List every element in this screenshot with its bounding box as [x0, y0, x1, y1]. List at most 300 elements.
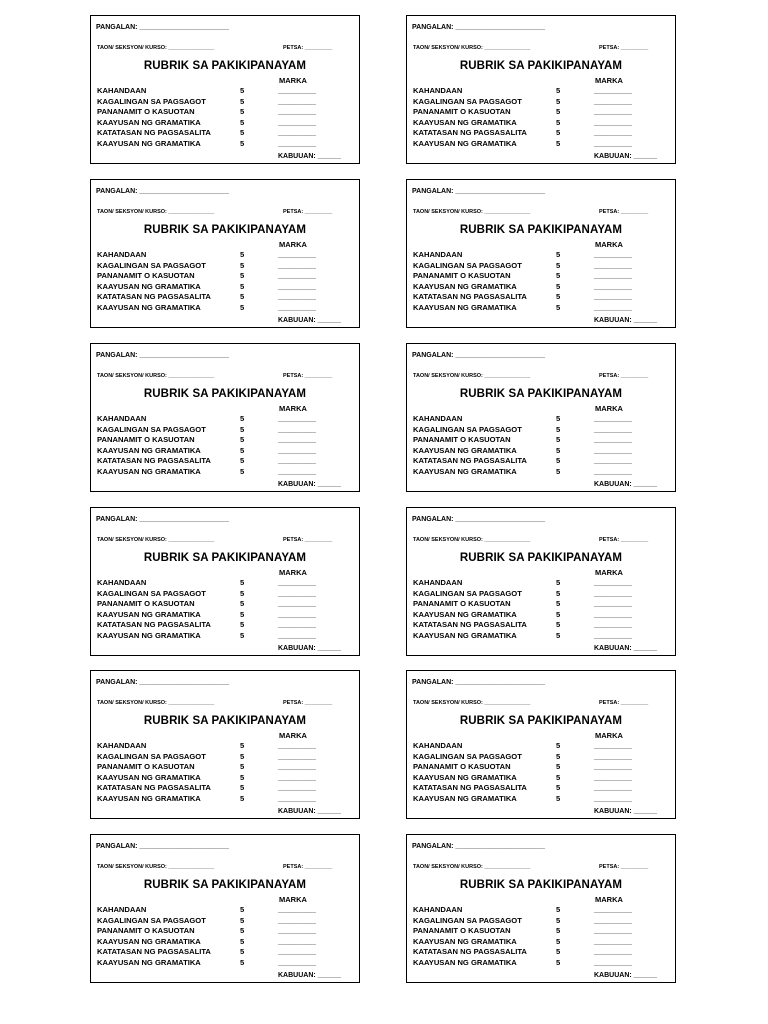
section-date-line	[97, 864, 347, 870]
criterion-max-score: 5	[556, 260, 561, 270]
criterion-label: PANANAMIT O KASUOTAN	[413, 926, 511, 936]
criterion-label: KAAYUSAN NG GRAMATIKA	[413, 302, 517, 312]
criterion-label: KAAYUSAN NG GRAMATIKA	[97, 936, 201, 946]
rubric-card	[406, 179, 676, 328]
criterion-score-blank: _________	[594, 281, 633, 291]
score-header: MARKA	[279, 895, 307, 904]
criterion-max-score: 5	[556, 762, 561, 772]
total-score-field: KABUUAN: ______	[278, 153, 342, 160]
criterion-label: KATATASAN NG PAGSASALITA	[97, 128, 211, 138]
criterion-score-blank: _________	[594, 741, 633, 750]
criterion-max-score: 5	[240, 107, 245, 117]
criterion-score-blank: _________	[594, 445, 633, 455]
criterion-label: KAHANDAAN	[413, 905, 463, 914]
criterion-score-blank: _________	[594, 138, 633, 148]
criterion-max-score: 5	[240, 117, 245, 127]
criterion-row	[413, 916, 663, 927]
criterion-label: KAAYUSAN NG GRAMATIKA	[97, 466, 201, 476]
criterion-max-score: 5	[556, 456, 561, 466]
criterion-score-blank: _________	[278, 599, 317, 609]
criterion-score-blank: _________	[594, 302, 633, 312]
criterion-row	[97, 446, 347, 457]
criterion-row	[413, 261, 663, 272]
criterion-score-blank: _________	[594, 936, 633, 946]
criterion-max-score: 5	[556, 117, 561, 127]
criterion-score-blank: _________	[278, 793, 317, 803]
criterion-score-blank: _________	[278, 250, 317, 259]
section-field: TAON/ SEKSYON/ KURSO: _______________	[97, 373, 215, 379]
criterion-max-score: 5	[556, 915, 561, 925]
criterion-row	[413, 958, 663, 969]
criterion-max-score: 5	[240, 96, 245, 106]
criterion-row	[413, 128, 663, 139]
name-field: PANGALAN: _______________________	[96, 843, 229, 850]
criterion-score-blank: _________	[594, 947, 633, 957]
criterion-label: KAAYUSAN NG GRAMATIKA	[97, 957, 201, 967]
criterion-row	[97, 435, 347, 446]
criterion-max-score: 5	[556, 578, 561, 587]
section-field: TAON/ SEKSYON/ KURSO: _______________	[97, 864, 215, 870]
criterion-label: PANANAMIT O KASUOTAN	[413, 435, 511, 445]
criterion-row	[97, 794, 347, 805]
criterion-max-score: 5	[556, 599, 561, 609]
criterion-row	[413, 303, 663, 314]
criterion-max-score: 5	[556, 741, 561, 750]
section-field: TAON/ SEKSYON/ KURSO: _______________	[413, 700, 531, 706]
criterion-label: KAHANDAAN	[97, 86, 147, 95]
criterion-row	[97, 589, 347, 600]
criterion-score-blank: _________	[278, 741, 317, 750]
criterion-label: PANANAMIT O KASUOTAN	[97, 599, 195, 609]
criterion-score-blank: _________	[278, 783, 317, 793]
rubric-card	[406, 834, 676, 983]
criterion-label: KATATASAN NG PAGSASALITA	[413, 292, 527, 302]
criterion-score-blank: _________	[278, 620, 317, 630]
criterion-score-blank: _________	[594, 609, 633, 619]
criterion-label: KAAYUSAN NG GRAMATIKA	[413, 936, 517, 946]
criterion-row	[97, 916, 347, 927]
criterion-label: KATATASAN NG PAGSASALITA	[97, 620, 211, 630]
criterion-label: KATATASAN NG PAGSASALITA	[97, 456, 211, 466]
criterion-label: KAAYUSAN NG GRAMATIKA	[97, 138, 201, 148]
criterion-label: KAHANDAAN	[97, 578, 147, 587]
criterion-row	[413, 578, 663, 589]
name-field: PANGALAN: _______________________	[412, 516, 545, 523]
criterion-score-blank: _________	[594, 271, 633, 281]
rubric-title: RUBRIK SA PAKIKIPANAYAM	[143, 60, 307, 72]
criterion-max-score: 5	[556, 96, 561, 106]
criterion-score-blank: _________	[594, 905, 633, 914]
rubric-card	[90, 507, 360, 656]
section-field: TAON/ SEKSYON/ KURSO: _______________	[413, 45, 531, 51]
score-header: MARKA	[595, 404, 623, 413]
criterion-max-score: 5	[556, 630, 561, 640]
criterion-max-score: 5	[240, 466, 245, 476]
rubric-title: RUBRIK SA PAKIKIPANAYAM	[143, 388, 307, 400]
rubric-card	[90, 670, 360, 819]
criterion-max-score: 5	[240, 905, 245, 914]
name-field: PANGALAN: _______________________	[412, 188, 545, 195]
criterion-label: KAAYUSAN NG GRAMATIKA	[413, 138, 517, 148]
criterion-row	[413, 456, 663, 467]
criterion-row	[97, 958, 347, 969]
date-field: PETSA: _________	[599, 373, 649, 379]
criterion-max-score: 5	[556, 926, 561, 936]
criterion-label: KAAYUSAN NG GRAMATIKA	[413, 630, 517, 640]
criterion-row	[97, 292, 347, 303]
criterion-score-blank: _________	[278, 281, 317, 291]
rubric-title: RUBRIK SA PAKIKIPANAYAM	[143, 879, 307, 891]
criterion-score-blank: _________	[278, 905, 317, 914]
criterion-max-score: 5	[556, 588, 561, 598]
criterion-score-blank: _________	[278, 445, 317, 455]
criterion-score-blank: _________	[594, 128, 633, 138]
criterion-label: KATATASAN NG PAGSASALITA	[413, 620, 527, 630]
section-field: TAON/ SEKSYON/ KURSO: _______________	[413, 864, 531, 870]
criterion-row	[97, 599, 347, 610]
total-score-field: KABUUAN: ______	[594, 481, 658, 488]
date-field: PETSA: _________	[283, 700, 333, 706]
date-field: PETSA: _________	[283, 45, 333, 51]
name-field: PANGALAN: _______________________	[96, 516, 229, 523]
criterion-label: KAGALINGAN SA PAGSAGOT	[97, 915, 206, 925]
criterion-max-score: 5	[556, 466, 561, 476]
criterion-score-blank: _________	[278, 751, 317, 761]
criteria-list	[97, 741, 347, 805]
criterion-score-blank: _________	[594, 620, 633, 630]
criterion-label: KAHANDAAN	[413, 578, 463, 587]
criterion-label: KAAYUSAN NG GRAMATIKA	[413, 609, 517, 619]
criterion-max-score: 5	[240, 783, 245, 793]
rubric-title: RUBRIK SA PAKIKIPANAYAM	[459, 60, 623, 72]
rubric-card	[406, 507, 676, 656]
criterion-score-blank: _________	[278, 86, 317, 95]
criterion-score-blank: _________	[278, 260, 317, 270]
criterion-max-score: 5	[240, 915, 245, 925]
criterion-score-blank: _________	[278, 292, 317, 302]
rubric-card	[406, 343, 676, 492]
criterion-score-blank: _________	[594, 957, 633, 967]
criterion-label: PANANAMIT O KASUOTAN	[413, 271, 511, 281]
criterion-label: KAHANDAAN	[413, 414, 463, 423]
criterion-label: KATATASAN NG PAGSASALITA	[97, 292, 211, 302]
score-header: MARKA	[595, 568, 623, 577]
criterion-max-score: 5	[556, 609, 561, 619]
criterion-row	[97, 467, 347, 478]
criterion-score-blank: _________	[278, 578, 317, 587]
criterion-row	[97, 631, 347, 642]
criterion-label: KAAYUSAN NG GRAMATIKA	[413, 117, 517, 127]
criterion-label: KAAYUSAN NG GRAMATIKA	[413, 445, 517, 455]
criterion-score-blank: _________	[594, 751, 633, 761]
criterion-row	[97, 303, 347, 314]
criterion-label: KAHANDAAN	[97, 741, 147, 750]
criterion-row	[97, 905, 347, 916]
criterion-max-score: 5	[240, 281, 245, 291]
criterion-max-score: 5	[556, 414, 561, 423]
criterion-max-score: 5	[556, 86, 561, 95]
score-header: MARKA	[279, 731, 307, 740]
criterion-row	[97, 118, 347, 129]
criterion-row	[413, 282, 663, 293]
rubric-card	[406, 15, 676, 164]
criterion-label: KAAYUSAN NG GRAMATIKA	[97, 772, 201, 782]
criterion-label: PANANAMIT O KASUOTAN	[97, 107, 195, 117]
date-field: PETSA: _________	[599, 537, 649, 543]
rubric-title: RUBRIK SA PAKIKIPANAYAM	[143, 552, 307, 564]
name-field: PANGALAN: _______________________	[412, 24, 545, 31]
criterion-row	[413, 741, 663, 752]
criterion-score-blank: _________	[594, 96, 633, 106]
criterion-row	[97, 773, 347, 784]
criterion-row	[413, 794, 663, 805]
criterion-max-score: 5	[240, 578, 245, 587]
name-field: PANGALAN: _______________________	[412, 679, 545, 686]
criterion-score-blank: _________	[278, 302, 317, 312]
rubric-title: RUBRIK SA PAKIKIPANAYAM	[459, 224, 623, 236]
criterion-row	[413, 271, 663, 282]
rubric-title: RUBRIK SA PAKIKIPANAYAM	[459, 552, 623, 564]
criterion-label: KAGALINGAN SA PAGSAGOT	[97, 260, 206, 270]
criteria-list	[97, 414, 347, 478]
criterion-score-blank: _________	[594, 599, 633, 609]
criterion-score-blank: _________	[278, 926, 317, 936]
name-field: PANGALAN: _______________________	[96, 679, 229, 686]
name-field: PANGALAN: _______________________	[96, 188, 229, 195]
criterion-label: KAAYUSAN NG GRAMATIKA	[97, 609, 201, 619]
criterion-max-score: 5	[556, 424, 561, 434]
criterion-row	[413, 446, 663, 457]
criterion-label: PANANAMIT O KASUOTAN	[413, 762, 511, 772]
criterion-row	[97, 107, 347, 118]
criterion-max-score: 5	[556, 445, 561, 455]
date-field: PETSA: _________	[599, 209, 649, 215]
section-date-line	[97, 45, 347, 51]
criterion-row	[413, 773, 663, 784]
section-field: TAON/ SEKSYON/ KURSO: _______________	[413, 373, 531, 379]
name-field: PANGALAN: _______________________	[96, 352, 229, 359]
rubric-title: RUBRIK SA PAKIKIPANAYAM	[459, 879, 623, 891]
criterion-row	[97, 271, 347, 282]
criterion-row	[97, 86, 347, 97]
score-header: MARKA	[595, 895, 623, 904]
criterion-row	[413, 905, 663, 916]
criteria-list	[97, 250, 347, 314]
criterion-max-score: 5	[556, 751, 561, 761]
criterion-score-blank: _________	[594, 772, 633, 782]
criterion-label: KAGALINGAN SA PAGSAGOT	[97, 96, 206, 106]
criterion-max-score: 5	[556, 271, 561, 281]
criterion-label: KAGALINGAN SA PAGSAGOT	[413, 96, 522, 106]
criterion-row	[413, 947, 663, 958]
criterion-row	[413, 937, 663, 948]
criteria-list	[413, 414, 663, 478]
criterion-row	[97, 926, 347, 937]
section-date-line	[97, 700, 347, 706]
criterion-max-score: 5	[240, 741, 245, 750]
criterion-score-blank: _________	[594, 117, 633, 127]
criterion-score-blank: _________	[278, 414, 317, 423]
criterion-score-blank: _________	[594, 424, 633, 434]
criterion-row	[413, 631, 663, 642]
criterion-row	[97, 578, 347, 589]
criterion-score-blank: _________	[278, 762, 317, 772]
name-field: PANGALAN: _______________________	[412, 352, 545, 359]
score-header: MARKA	[279, 240, 307, 249]
criterion-score-blank: _________	[594, 915, 633, 925]
criterion-score-blank: _________	[594, 292, 633, 302]
criterion-label: KAGALINGAN SA PAGSAGOT	[413, 424, 522, 434]
criterion-label: KAHANDAAN	[97, 250, 147, 259]
score-header: MARKA	[279, 76, 307, 85]
criterion-row	[97, 250, 347, 261]
criterion-score-blank: _________	[278, 957, 317, 967]
criterion-row	[97, 456, 347, 467]
criterion-row	[413, 86, 663, 97]
rubric-card	[90, 343, 360, 492]
total-score-field: KABUUAN: ______	[278, 645, 342, 652]
criterion-max-score: 5	[556, 905, 561, 914]
criterion-row	[413, 762, 663, 773]
criterion-score-blank: _________	[278, 456, 317, 466]
criteria-list	[97, 86, 347, 150]
criterion-row	[413, 425, 663, 436]
criterion-label: KAHANDAAN	[413, 86, 463, 95]
total-score-field: KABUUAN: ______	[278, 972, 342, 979]
criterion-max-score: 5	[240, 414, 245, 423]
criterion-label: KATATASAN NG PAGSASALITA	[413, 456, 527, 466]
criterion-row	[413, 783, 663, 794]
rubric-card	[406, 670, 676, 819]
criterion-label: KAGALINGAN SA PAGSAGOT	[413, 260, 522, 270]
criterion-row	[413, 610, 663, 621]
date-field: PETSA: _________	[283, 537, 333, 543]
section-date-line	[97, 537, 347, 543]
criterion-label: KATATASAN NG PAGSASALITA	[97, 947, 211, 957]
date-field: PETSA: _________	[599, 45, 649, 51]
criterion-label: PANANAMIT O KASUOTAN	[97, 926, 195, 936]
criterion-score-blank: _________	[594, 578, 633, 587]
criterion-label: KAHANDAAN	[97, 905, 147, 914]
criterion-row	[97, 139, 347, 150]
section-date-line	[413, 209, 663, 215]
criterion-max-score: 5	[556, 435, 561, 445]
criterion-row	[413, 107, 663, 118]
criterion-max-score: 5	[240, 271, 245, 281]
criterion-score-blank: _________	[594, 783, 633, 793]
section-date-line	[413, 537, 663, 543]
criterion-score-blank: _________	[278, 609, 317, 619]
criterion-max-score: 5	[556, 620, 561, 630]
criterion-row	[97, 937, 347, 948]
criterion-max-score: 5	[240, 435, 245, 445]
criterion-max-score: 5	[240, 630, 245, 640]
section-field: TAON/ SEKSYON/ KURSO: _______________	[97, 537, 215, 543]
criterion-score-blank: _________	[278, 466, 317, 476]
total-score-field: KABUUAN: ______	[594, 317, 658, 324]
score-header: MARKA	[279, 568, 307, 577]
criterion-score-blank: _________	[594, 630, 633, 640]
criterion-score-blank: _________	[594, 86, 633, 95]
criterion-score-blank: _________	[278, 117, 317, 127]
criterion-max-score: 5	[240, 947, 245, 957]
criterion-max-score: 5	[240, 445, 245, 455]
score-header: MARKA	[279, 404, 307, 413]
criterion-max-score: 5	[240, 86, 245, 95]
criterion-row	[97, 128, 347, 139]
criterion-score-blank: _________	[278, 936, 317, 946]
criterion-max-score: 5	[240, 793, 245, 803]
criterion-max-score: 5	[556, 936, 561, 946]
criterion-label: KAAYUSAN NG GRAMATIKA	[97, 117, 201, 127]
criterion-row	[97, 425, 347, 436]
criterion-label: KAAYUSAN NG GRAMATIKA	[413, 281, 517, 291]
criterion-row	[413, 752, 663, 763]
criterion-label: KAAYUSAN NG GRAMATIKA	[97, 445, 201, 455]
criterion-max-score: 5	[556, 138, 561, 148]
criterion-row	[413, 435, 663, 446]
rubric-card	[90, 179, 360, 328]
criterion-label: KAAYUSAN NG GRAMATIKA	[97, 281, 201, 291]
criterion-max-score: 5	[240, 772, 245, 782]
total-score-field: KABUUAN: ______	[594, 645, 658, 652]
criterion-score-blank: _________	[278, 138, 317, 148]
criterion-row	[97, 261, 347, 272]
criterion-label: KAAYUSAN NG GRAMATIKA	[413, 793, 517, 803]
criterion-label: KAAYUSAN NG GRAMATIKA	[413, 957, 517, 967]
section-date-line	[413, 373, 663, 379]
criterion-max-score: 5	[240, 424, 245, 434]
criteria-list	[413, 741, 663, 805]
criterion-row	[413, 467, 663, 478]
section-date-line	[413, 45, 663, 51]
criterion-row	[413, 118, 663, 129]
criterion-score-blank: _________	[594, 926, 633, 936]
criterion-row	[97, 783, 347, 794]
criterion-score-blank: _________	[278, 96, 317, 106]
criterion-max-score: 5	[240, 292, 245, 302]
section-date-line	[97, 373, 347, 379]
criterion-row	[97, 610, 347, 621]
criterion-score-blank: _________	[594, 250, 633, 259]
criterion-score-blank: _________	[594, 456, 633, 466]
criterion-max-score: 5	[556, 281, 561, 291]
criterion-row	[413, 926, 663, 937]
criterion-score-blank: _________	[278, 772, 317, 782]
criterion-label: KAGALINGAN SA PAGSAGOT	[413, 588, 522, 598]
criterion-label: KAGALINGAN SA PAGSAGOT	[97, 751, 206, 761]
criterion-score-blank: _________	[594, 588, 633, 598]
criteria-list	[97, 578, 347, 642]
criterion-score-blank: _________	[278, 947, 317, 957]
criterion-score-blank: _________	[594, 793, 633, 803]
criterion-max-score: 5	[240, 250, 245, 259]
total-score-field: KABUUAN: ______	[278, 317, 342, 324]
criterion-label: KATATASAN NG PAGSASALITA	[413, 947, 527, 957]
criterion-label: PANANAMIT O KASUOTAN	[97, 435, 195, 445]
criterion-score-blank: _________	[594, 414, 633, 423]
criterion-row	[413, 250, 663, 261]
date-field: PETSA: _________	[599, 700, 649, 706]
criterion-max-score: 5	[556, 783, 561, 793]
criterion-row	[97, 762, 347, 773]
criteria-list	[97, 905, 347, 969]
criterion-row	[413, 97, 663, 108]
criterion-row	[97, 752, 347, 763]
criterion-row	[97, 620, 347, 631]
criterion-max-score: 5	[556, 292, 561, 302]
criterion-max-score: 5	[556, 957, 561, 967]
